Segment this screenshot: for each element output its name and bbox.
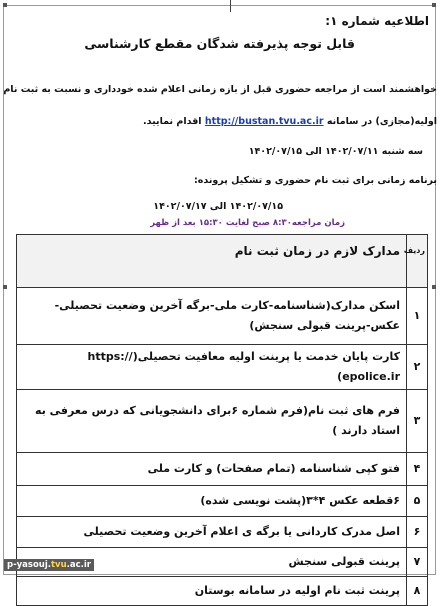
row-number: ۶ <box>407 517 428 548</box>
row-number: ۳ <box>407 390 428 453</box>
table-header-row <box>17 235 428 288</box>
in-person-dates: ۱۴۰۲/۰۷/۱۵ الی ۱۴۰۲/۰۷/۱۷ <box>153 201 283 212</box>
site-watermark <box>4 559 94 571</box>
bustan-link[interactable]: http://bustan.tvu.ac.ir <box>204 116 324 127</box>
text-cursor <box>230 0 231 12</box>
row-text: فتو کپی شناسنامه (تمام صفحات) و کارت ملی <box>17 453 407 486</box>
table-row <box>17 517 428 548</box>
row-text: فرم های ثبت نام(فرم شماره ۶برای دانشجویانی که درس معرفی به استاد دارند ) <box>17 390 407 453</box>
row-text: پرینت ثبت نام اولیه در سامانه بوستان <box>17 577 407 606</box>
row-number: ۱ <box>407 288 428 345</box>
row-text: ۶قطعه عکس ۴*۳(پشت نویسی شده) <box>17 486 407 517</box>
table-row <box>17 577 428 606</box>
resize-handle-top-right[interactable] <box>432 3 436 7</box>
virtual-registration-dates: سه شنبه ۱۴۰۲/۰۷/۱۱ الی ۱۴۰۲/۰۷/۱۵ <box>248 146 423 157</box>
in-person-schedule-heading: برنامه زمانی برای ثبت نام حضوری و تشکیل پرونده: <box>193 175 437 186</box>
visiting-hours: زمان مراجعه۸:۳۰ صبح لغایت ۱۵:۳۰ بعد از ظهر <box>150 218 345 228</box>
row-number: ۵ <box>407 486 428 517</box>
table-row <box>17 288 428 345</box>
instruction-line-1: خواهشمند است از مراجعه حضوری قبل از بازه زمانی اعلام شده خودداری و نسبت به ثبت نام <box>3 84 437 95</box>
row-text: اصل مدرک کاردانی یا برگه ی اعلام آخرین وضعیت تحصیلی <box>17 517 407 548</box>
instruction-line-2-prefix: اولیه(مجازی) در سامانه <box>326 116 437 127</box>
row-number: ۷ <box>407 548 428 577</box>
watermark-prefix: p-yasouj. <box>7 560 51 570</box>
announcement-subtitle: قابل توجه پذیرفته شدگان مقطع کارشناسی <box>84 36 355 51</box>
announcement-title: اطلاعیه شماره ۱: <box>325 14 429 28</box>
row-text: پرینت قبولی سنجش <box>17 548 407 577</box>
row-text: کارت پایان خدمت یا پرینت اولیه معافیت تحصیلی(https:// epolice.ir) <box>17 345 407 390</box>
row-text: اسکن مدارک(شناسنامه-کارت ملی-برگه آخرین وضعیت تحصیلی-عکس-پرینت قبولی سنجش) <box>17 288 407 345</box>
header-row-number: ردیف <box>407 235 428 288</box>
table-row <box>17 390 428 453</box>
row-number: ۴ <box>407 453 428 486</box>
row-number: ۲ <box>407 345 428 390</box>
watermark-suffix: .ac.ir <box>66 560 91 570</box>
resize-handle-right[interactable] <box>432 285 436 289</box>
table-row <box>17 486 428 517</box>
header-title: مدارک لازم در زمان ثبت نام <box>17 235 407 288</box>
resize-handle-top-left[interactable] <box>3 3 7 7</box>
table-row <box>17 345 428 390</box>
instruction-line-2 <box>143 116 437 127</box>
required-documents-table <box>16 234 428 606</box>
table-row <box>17 453 428 486</box>
instruction-line-2-suffix: اقدام نمایید. <box>143 116 202 127</box>
resize-handle-left[interactable] <box>3 285 7 289</box>
watermark-accent: tvu <box>50 560 67 570</box>
row-number: ۸ <box>407 577 428 606</box>
